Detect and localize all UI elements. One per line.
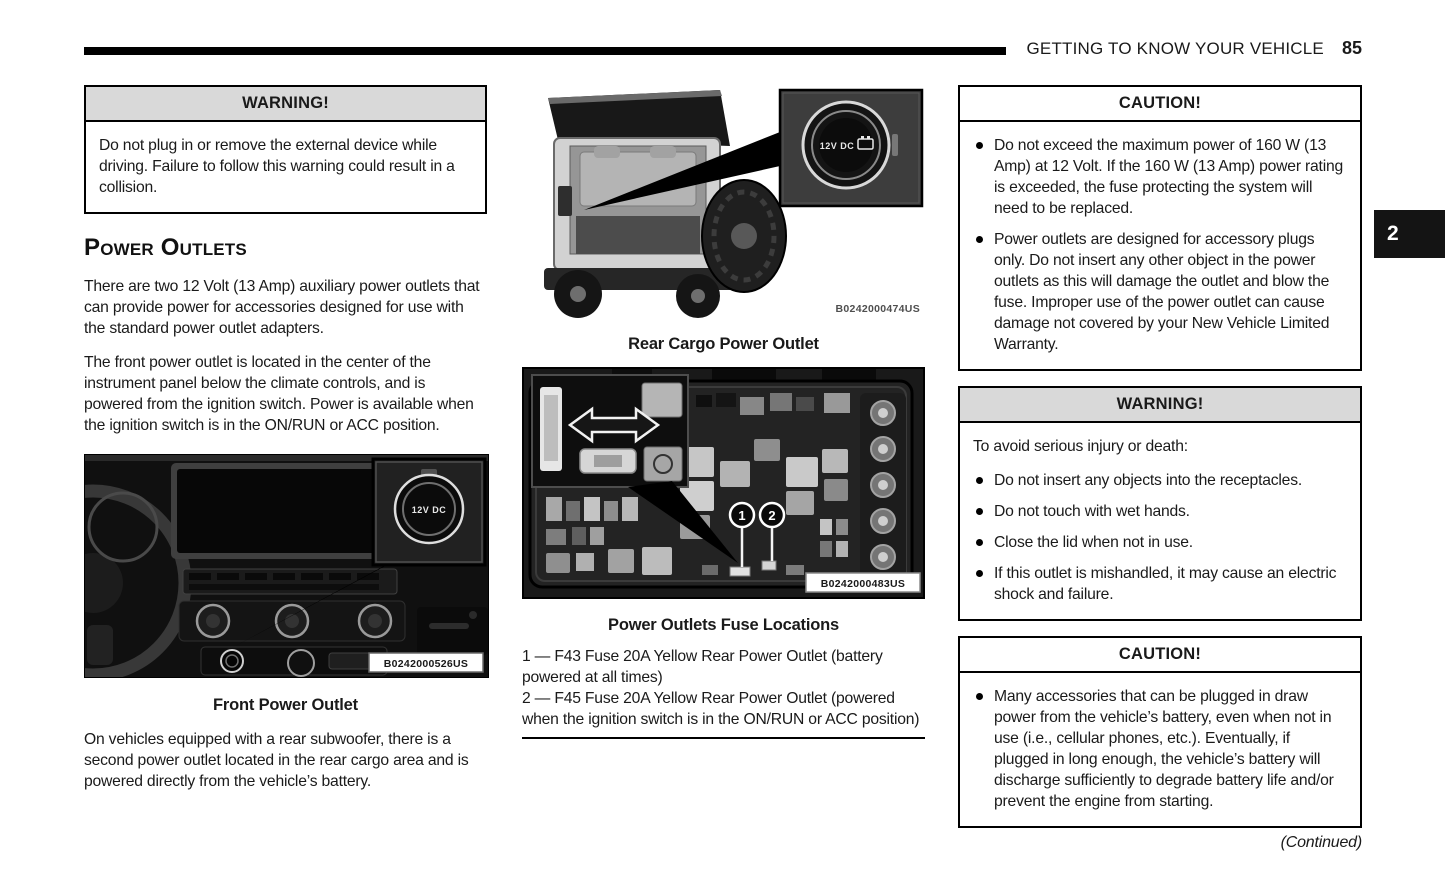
rear-outlet-label: 12V DC (819, 141, 855, 151)
legend-divider (522, 737, 925, 739)
warning-box-external-device (84, 85, 487, 214)
caution-bullet: Power outlets are designed for accessory plugs only. Do not insert any other object in the power outlets as this will damage the outlet and blow the fuse. Improper use of the power outlet can cause damage not covered by your New Vehicle Limited Warranty. (973, 229, 1348, 355)
warning-box-title: WARNING! (86, 87, 485, 122)
caution-bullet-list (973, 686, 1348, 812)
right-column (958, 85, 1362, 852)
paragraph-outlets-overview: There are two 12 Volt (13 Amp) auxiliary power outlets that can provide power for accessories designed for use with the standard power outlet adapters. (84, 278, 480, 337)
caution-bullet: Many accessories that can be plugged in draw power from the vehicle’s battery, even when not in use (i.e., cellular phones, etc.). Eventually, if plugged in long enough, the vehicle’s battery will discharge sufficiently to degrade battery life and/or prevent the engine from starting. (973, 686, 1348, 812)
figure-code-badge (806, 573, 920, 592)
caption-rear-cargo-outlet: Rear Cargo Power Outlet (628, 335, 819, 353)
figure-code-badge (369, 653, 483, 672)
header-chapter-title: GETTING TO KNOW YOUR VEHICLE (1026, 38, 1324, 58)
lower-console-shape (201, 647, 387, 676)
figure-code: B0242000483US (820, 578, 906, 590)
caption-front-power-outlet: Front Power Outlet (213, 696, 358, 714)
air-vents-shape (183, 569, 397, 594)
climate-controls-shape (179, 601, 405, 641)
caution-box-power-rating (958, 85, 1362, 371)
page-number: 85 (1341, 38, 1362, 58)
warning-bullet: Do not touch with wet hands. (973, 501, 1348, 522)
front-outlet-label: 12V DC (411, 505, 447, 515)
warning-box-injury (958, 386, 1362, 621)
figure-code: B0242000474US (835, 303, 920, 315)
warning-bullet-list (973, 470, 1348, 605)
chapter-tab (1374, 210, 1445, 258)
page-header (84, 38, 1362, 59)
chapter-tab-label: 2 (1387, 222, 1399, 245)
figure-fuse-locations (522, 367, 925, 599)
caution-box-title: CAUTION! (960, 87, 1360, 122)
header-rule (84, 47, 1006, 55)
figure-code: B0242000526US (383, 658, 469, 670)
fuse-inset (532, 375, 688, 487)
paragraph-rear-outlet: On vehicles equipped with a rear subwoofer, there is a second power outlet located in the rear cargo area and is powered directly from the vehicle’s battery. (84, 731, 469, 790)
section-heading-power-outlets: Power Outlets (84, 234, 247, 261)
warning-bullet: Close the lid when not in use. (973, 532, 1348, 553)
warning-bullet: Do not insert any objects into the receptacles. (973, 470, 1348, 491)
callout-2-number: 2 (768, 508, 776, 523)
rear-outlet-inset (780, 90, 922, 206)
front-power-outlet-photo (84, 454, 489, 678)
caution-bullet-list (973, 135, 1348, 355)
figure-rear-cargo-outlet (522, 88, 925, 320)
fuse-legend-item-1: 1 — F43 Fuse 20A Yellow Rear Power Outlet (battery powered at all times) (522, 648, 883, 686)
fuse-legend-item-2: 2 — F45 Fuse 20A Yellow Rear Power Outlet (powered when the ignition switch is in the ON/RUN or ACC position) (522, 690, 920, 728)
warning-box-body: Do not plug in or remove the external device while driving. Failure to follow this warning could result in a collision. (99, 137, 455, 196)
figure-front-power-outlet (84, 454, 487, 678)
left-column (84, 85, 487, 805)
middle-column (522, 88, 925, 739)
callout-1-number: 1 (738, 508, 746, 523)
caution-box-battery-drain (958, 636, 1362, 828)
caution-box-title: CAUTION! (960, 638, 1360, 673)
front-outlet-inset (373, 459, 485, 565)
terminal-strip (860, 393, 906, 577)
warning-intro: To avoid serious injury or death: (973, 438, 1188, 455)
warning-box-title: WARNING! (960, 388, 1360, 423)
glovebox-shape (417, 607, 488, 655)
caution-bullet: Do not exceed the maximum power of 160 W (13 Amp) at 12 Volt. If the 160 W (13 Amp) power rating is exceeded, the fuse protecting the system will need to be replaced. (973, 135, 1348, 219)
rear-cargo-photo (522, 88, 925, 320)
fuse-box-photo (522, 367, 925, 599)
caption-fuse-locations: Power Outlets Fuse Locations (608, 616, 839, 634)
warning-bullet: If this outlet is mishandled, it may cause an electric shock and failure. (973, 563, 1348, 605)
paragraph-front-outlet-location: The front power outlet is located in the center of the instrument panel below the climate controls, and is powered from the ignition switch. Power is available when the ignition switch is in the ON/RUN or ACC position. (84, 354, 474, 434)
continued-note: (Continued) (1280, 834, 1362, 851)
